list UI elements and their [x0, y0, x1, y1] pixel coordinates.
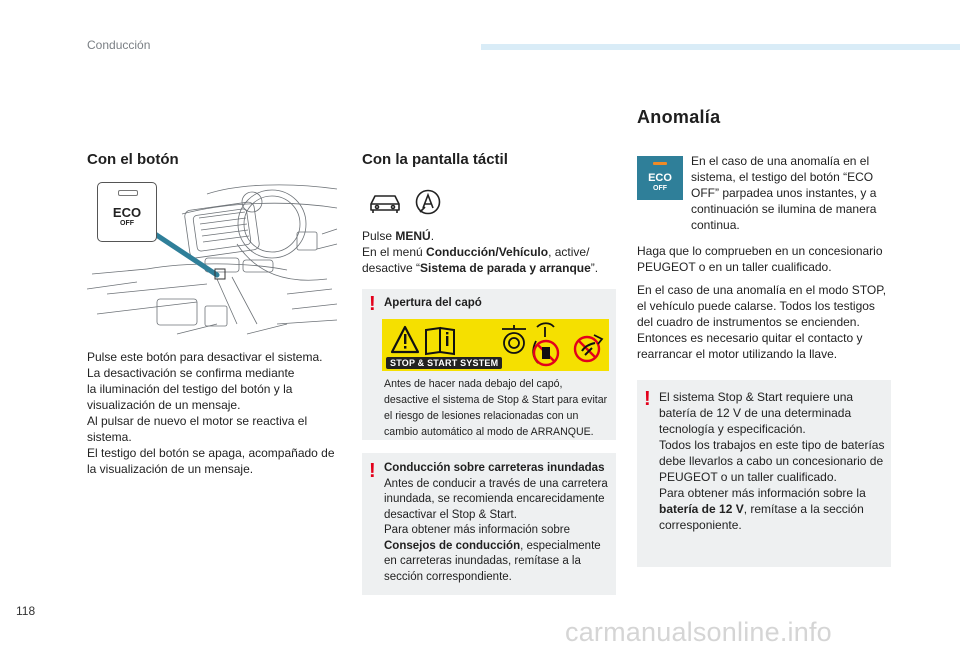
anomalia-paragraph-2: En el caso de una anomalía en el modo STOP, el vehículo puede calarse. Todos los testigos del cuadro de instrumentos se encienden. Entonces es necesario quitar el contacto y rearrancar el motor utilizando la llave. — [637, 283, 887, 361]
callout-body: Antes de hacer nada debajo del capó, desactive el sistema de Stop & Start para evitar el riesgo de lesiones relacionadas con un cambio automático al modo de ARRANQUE. — [384, 378, 608, 438]
callout-title: Conducción sobre carreteras inundadas — [384, 462, 605, 474]
warning-icon: ! — [369, 460, 376, 482]
off-label: OFF — [653, 185, 667, 192]
callout-carreteras-inundadas — [362, 453, 616, 595]
driving-assist-icon — [414, 188, 442, 221]
eco-label: ECO — [648, 172, 672, 184]
menu-label: MENÚ — [395, 229, 431, 243]
reference-title: batería de 12 V — [659, 502, 744, 516]
heading-pantalla-tactil: Con la pantalla táctil — [362, 151, 508, 168]
eco-off-warning-tile — [637, 156, 683, 200]
menu-option: Sistema de parada y arranque — [420, 261, 591, 275]
warning-icon: ! — [644, 388, 651, 410]
heading-anomalia: Anomalía — [637, 107, 721, 127]
callout-body: El sistema Stop & Start requiere una batería de 12 V de una determinada tecnología y especificación. Todos los trabajos en este tipo de baterías debe llevarlos a cabo un concesionario de PEUGEOT o un taller cualificado. Para obtener más información sobre la batería de 12 V, remítase a la sección corresponiente. — [659, 390, 885, 532]
callout-body: Conducción sobre carreteras inundadas Antes de conducir a través de una carretera inundada, se recomienda encarecidamente desactivar el Stop & Start. Para obtener más información sobre Consejos de conducción, especialmente en carreteras inundadas, remítase a la sección correspondiente. — [384, 461, 616, 585]
callout-apertura-capo — [362, 289, 616, 440]
stop-start-banner — [382, 319, 609, 371]
header-bar — [481, 44, 960, 50]
callout-title: Apertura del capó — [384, 297, 482, 309]
off-label: OFF — [120, 220, 134, 227]
watermark: carmanualsonline.info — [565, 617, 832, 647]
anomalia-paragraph-1: Haga que lo comprueben en un concesionario PEUGEOT o en un taller cualificado. — [637, 244, 883, 274]
anomalia-intro: En el caso de una anomalía en el sistema, el testigo del botón “ECO OFF” parpadea unos instantes, y a continuación se ilumina de manera continua. — [691, 154, 877, 232]
callout-bateria — [637, 380, 891, 567]
reference-title: Consejos de conducción — [384, 539, 521, 552]
warning-icon: ! — [369, 293, 376, 315]
dashboard-illustration — [87, 174, 340, 342]
boton-description: Pulse este botón para desactivar el sistema. La desactivación se confirma mediante la iluminación del testigo del botón y la visualización de un mensaje. Al pulsar de nuevo el motor se reactiva el sistema. El testigo del botón se apaga, acompañado de la visualización de un mensaje. — [87, 350, 335, 476]
pantalla-instructions: Pulse MENÚ. En el menú Conducción/Vehículo, active/ desactive “Sistema de parada y arranque”. — [362, 229, 599, 275]
menu-path: Conducción/Vehículo — [426, 245, 549, 259]
heading-con-el-boton: Con el botón — [87, 151, 179, 168]
page-number: 118 — [16, 604, 36, 618]
banner-label: STOP & START SYSTEM — [386, 357, 502, 369]
car-icon — [367, 190, 403, 219]
eco-label: ECO — [112, 205, 142, 220]
section-label: Conducción — [87, 38, 151, 52]
eco-off-button — [97, 182, 157, 242]
